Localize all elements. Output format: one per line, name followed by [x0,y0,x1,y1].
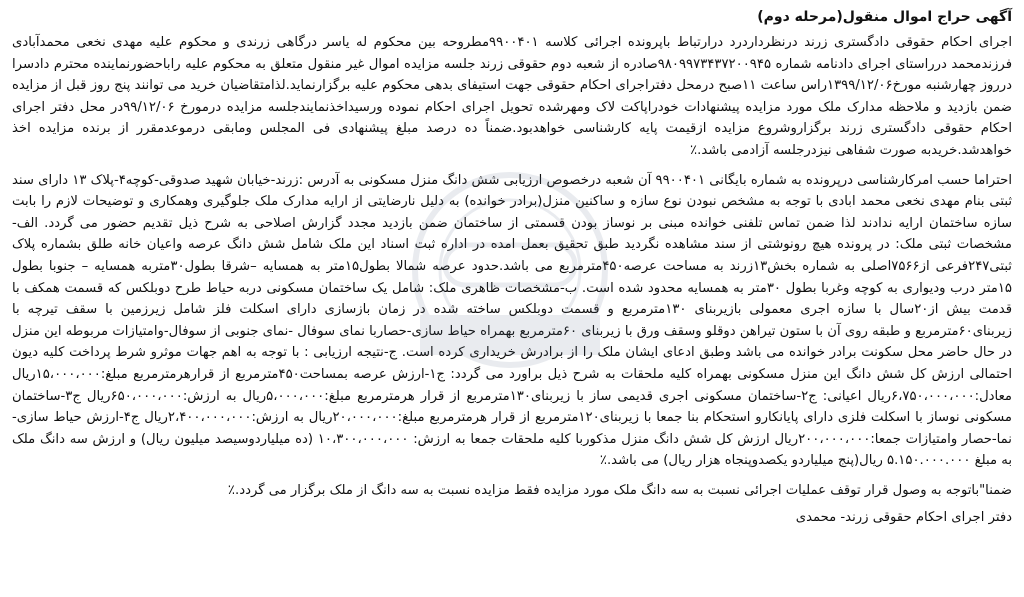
auction-paragraph: اجرای احکام حقوقی دادگستری زرند درنظرداردرد درارتباط باپرونده اجرائی کلاسه ۹۹۰۰۴۰۱مطروحه بین محکوم له یاسر درگاهی زرندی و محکوم علیه مهدی نخعی محمدآبادی فرزندمحمد درراستای اجرای دادنامه شماره ۹۸۰۹۹۷۳۴۳۷۲۰۰۹۴۵صادره از شعبه دوم حقوقی زرند جلسه مزایده اموال غیر منقول متعلق به محکوم علیه راباحضورنماینده محترم دادسرا درروز چهارشنبه مورخ۱۳۹۹/۱۲/۰۶راس ساعت ۱۱صبح درمحل دفتراجرای احکام حقوقی جهت استیفای بدهی محکوم علیه برگزارنماید.لذامتقاضیان خرید می توانند پنج روز قبل از مزایده ضمن بازدید و ملاحظه مدارک ملک مورد مزایده پیشنهادات خودراپاکت لاک ومهرشده تحویل اجرای احکام نموده ورسیداخذنمایندجلسه مزایده درمورخ ۹۹/۱۲/۰۶در محل دفتر اجرای احکام حقوقی دادگستری زرند برگزاروشروع مزایده ازقیمت پایه کارشناسی خواهدبود.ضمناً ده درصد مبلغ پیشنهادی فی المجلس ومابقی درموعدمقرر از برنده مزایده اخذ خواهدشد.خریدبه صورت شفاهی نیزدرجلسه آزادمی باشد.٪ [12,35,1012,158]
suspension-paragraph: ضمنا"باتوجه به وصول قرار توقف عملیات اجرائی نسبت به سه دانگ ملک مورد مزایده فقط مزایده نسبت به سه دانگ از ملک برگزار می گردد.٪ [227,482,1012,498]
appraisal-paragraph: احتراما حسب امرکارشناسی درپرونده به شماره بایگانی ۹۹۰۰۴۰۱ آن شعبه درخصوص ارزیابی شش دانگ منزل مسکونی به آدرس :زرند-خیابان شهید صدوقی-کوچه۴-پلاک ۱۳ دارای سند ثبتی بنام مهدی نخعی محمد ابادی با توجه به مشخص نبودن نوع سازه و ساکنین منزل(برادر خوانده) به دلیل نارضایتی از ارایه مدارک ملک جلوگیری وهمکاری و توضیحات لازم را بابت سازه ساختمان ارایه ندادند لذا ضمن تماس تلفنی خوانده مبنی بر نوساز بودن قسمتی از ساختمان ضمن بازدید مجدد گزارش اصلاحی به شرح ذیل تقدیم حضور می گردد. الف-مشخصات ثبتی ملک: در پرونده هیچ رونوشتی از سند مشاهده نگردید طبق تحقیق بعمل امده در اداره ثبت اسناد این ملک شامل شش دانگ عرصه واعیان خانه طلق بشماره پلاک ثبتی۲۴۷فرعی از۷۵۶۶اصلی به شماره بخش۱۳زرند به مساحت عرصه۴۵۰مترمربع می باشد.حدود عرصه شمالا بطول۱۵متر به همسایه –شرقا بطول۳۰متربه همسایه – جنوبا بطول ۱۵متر درب ودیواری به کوچه وغربا بطول ۳۰متر به همسایه محدود شده است. ب-مشخصات ظاهری ملک: شامل یک ساختمان مسکونی دربه حیاط طرح دوبلکس که قسمت همکف با قدمت بیش از۲۰سال با سازه اجری معمولی بازیربنای ۱۳۰مترمربع و قسمت دوبلکس ساخته شده در زمان بازسازی دارای اسکلت فلز شامل زیرزمین با سقف تیرچه با زیربنای۶۰مترمربع و طبقه روی آن با ستون تیراهن دوقلو وسقف ورق با زیربنای ۶۰مترمربع بهمراه حیاط سازی-حصاربا نمای سوفال -نمای جنوبی از سوفال-وامتیازات مربوطه این منزل در حال حاضر محل سکونت برادر خوانده می باشد وطبق ادعای ایشان ملک را از برادرش خریداری کرده است. ج-نتیجه ارزیابی : با توجه به اهم جهات موثرو شرط پرداخت کلیه دیون احتمالی ارزش کل شش دانگ این منزل مسکونی بهمراه کلیه ملحقات به شرح ذیل براورد می گردد: ج۱-ارزش عرصه بمساحت۴۵۰مترمربع از قرارهرمترمربع مبلغ:۱۵،۰۰۰،۰۰۰ریال معادل:۶،۷۵۰،۰۰۰،۰۰۰ریال اعیانی: ج۲-ساختمان مسکونی اجری قدیمی ساز با زیربنای۱۳۰مترمربع از قرار هرمترمربع مبلغ:۵،۰۰۰،۰۰۰ریال به ارزش:۶۵۰،۰۰۰،۰۰۰ریال ج۳-ساختمان مسکونی نوساز با اسکلت فلزی دارای پایانکارو استحکام بنا جمعا با زیربنای۱۲۰مترمربع از قرار هرمترمربع مبلغ:۲۰،۰۰۰،۰۰۰ریال به ارزش:۲،۴۰۰،۰۰۰،۰۰۰ریال ج۴-ارزش حیاط سازی-نما-حصار وامتیازات جمعا:۲۰۰،۰۰۰،۰۰۰ریال ارزش کل شش دانگ منزل مذکوربا کلیه ملحقات جمعا به ارزش: ۱۰،۳۰۰،۰۰۰،۰۰۰ (ده میلیاردوسیصد میلیون ریال) و ارزش سه دانگ ملک به مبلغ ۵.۱۵۰.۰۰۰.۰۰۰ ریال(پنج میلیاردو یکصدوپنجاه هزار ریال) می باشد.٪ [12,172,1013,469]
notice-title: آگهی حراج اموال منقول(مرحله دوم) [757,9,1012,25]
signature: دفتر اجرای احکام حقوقی زرند- محمدی [795,510,1012,526]
